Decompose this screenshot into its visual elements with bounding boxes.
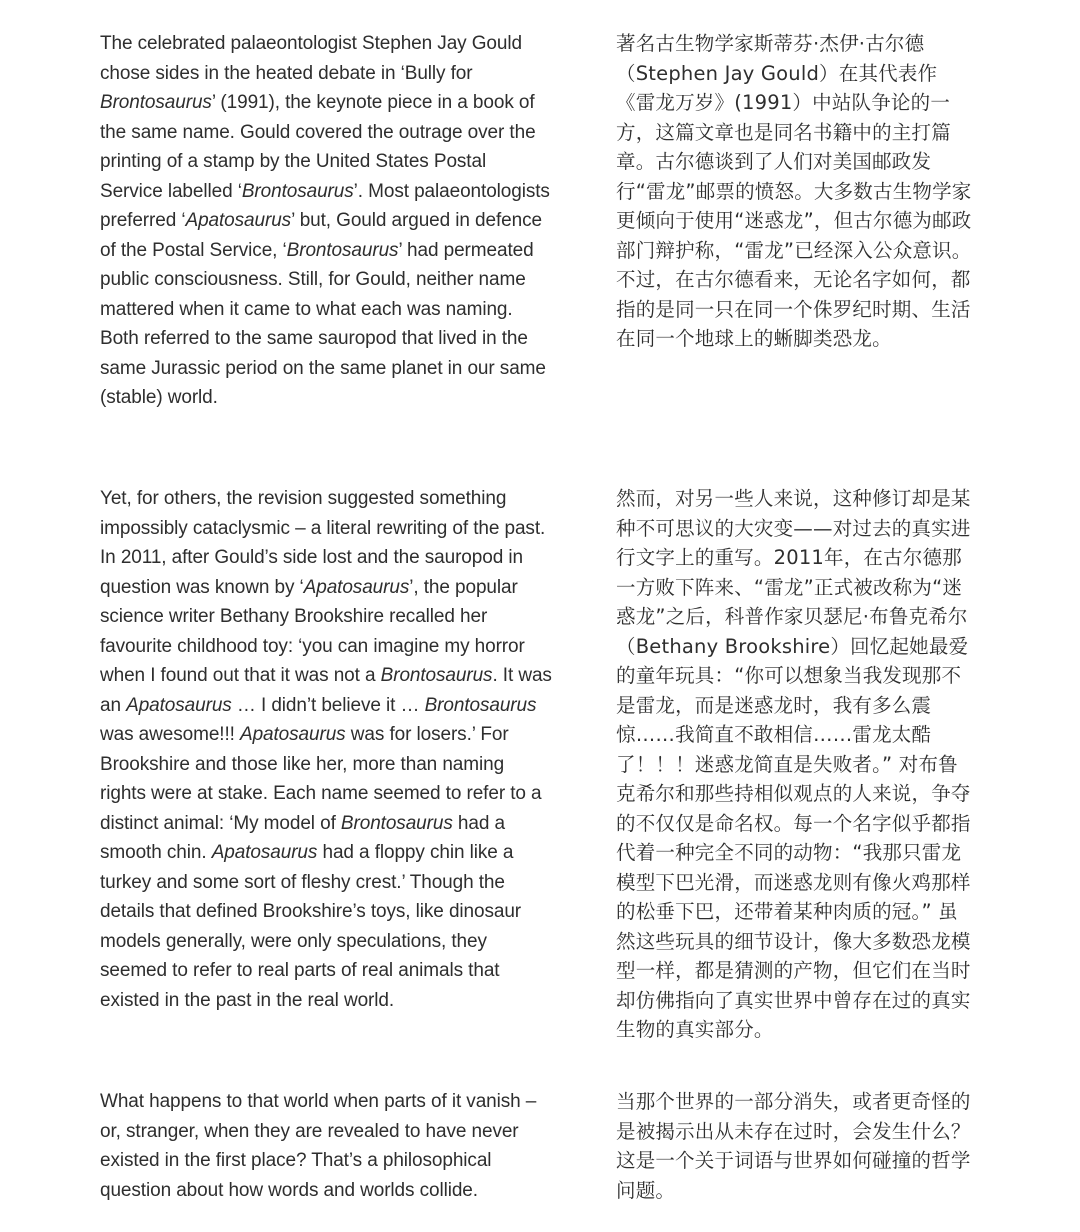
chinese-paragraph-3: 当那个世界的一部分消失，或者更奇怪的是被揭示出从未存在过时，会发生什么？这是一个关于词语与世界如何碰撞的哲学问题。 [616, 1090, 971, 1202]
english-column [100, 484, 552, 1015]
italic-term: Apatosaurus [211, 842, 318, 863]
italic-term: Apatosaurus [126, 694, 232, 716]
text-run: … I didn’t believe it … [231, 694, 425, 716]
chinese-column [616, 29, 974, 354]
english-column [100, 1087, 552, 1205]
text-run: ’ had permeated public consciousness. Still, for Gould, neither name mattered when it came to what each was naming. Both referred to the same sauropod that lived in the same Jurassic period on the same planet in our same (stable) world. [100, 239, 546, 408]
italic-term: Brontosaurus [340, 812, 453, 834]
text-run: Yet, for others, the revision suggested something impossibly cataclysmic – a literal rewriting of the past. In 2011, after Gould’s side lost and the sauropod in question was known by ‘ [100, 488, 546, 598]
chinese-column [616, 1087, 974, 1205]
italic-term: Brontosaurus [100, 92, 212, 113]
italic-term: Brontosaurus [241, 180, 354, 202]
text-run: had a smooth chin. [100, 812, 505, 863]
english-paragraph-3 [100, 1087, 552, 1205]
italic-term: Apatosaurus [240, 724, 346, 745]
text-run: . It was an [100, 665, 552, 716]
chinese-column [616, 484, 974, 1045]
english-column [100, 29, 552, 413]
chinese-paragraph-2: 然而，对另一些人来说，这种修订却是某种不可思议的大灾变——对过去的真实进行文字上的重写。2011年，在古尔德那一方败下阵来、“雷龙”正式被改称为“迷惑龙”之后，科普作家贝瑟尼·布鲁克希尔（Bethany Brookshire）回忆起她最爱的童年玩具：“你可以想象当我发现那不是雷龙，而是迷惑龙时，我有多么震惊……我简直不敢相信……雷龙太酷了！！！迷惑龙简直是失败者。” 对布鲁克希尔和那些持相似观点的人来说，争夺的不仅仅是命名权。每一个名字似乎都指代着一种完全不同的动物：“我那只雷龙模型下巴光滑，而迷惑龙则有像火鸡那样的松垂下巴，还带着某种肉质的冠。” 虽然这些玩具的细节设计，像大多数恐龙模型一样，都是猜测的产物，但它们在当时却仿佛指向了真实世界中曾存在过的真实生物的真实部分。 [616, 487, 971, 1041]
italic-term: Brontosaurus [380, 665, 493, 686]
text-run: was awesome!!! [100, 724, 240, 745]
italic-term: Apatosaurus [185, 210, 292, 231]
text-run: had a floppy chin like a turkey and some sort of fleshy crest.’ Though the details that defined Brookshire’s toys, like dinosaur models generally, were only speculations, they seemed to refer to real parts of real animals that existed in the past in the real world. [100, 842, 522, 1011]
text-run: was for losers.’ For Brookshire and those like her, more than naming rights were at stake. Each name seemed to refer to a distinct animal: ‘My model of [100, 724, 542, 834]
chinese-paragraph-1: 著名古生物学家斯蒂芬·杰伊·古尔德（Stephen Jay Gould）在其代表作《雷龙万岁》(1991）中站队争论的一方，这篇文章也是同名书籍中的主打篇章。古尔德谈到了人们对美国邮政发行“雷龙”邮票的愤怒。大多数古生物学家更倾向于使用“迷惑龙”，但古尔德为邮政部门辩护称，“雷龙”已经深入公众意识。不过，在古尔德看来，无论名字如何，都指的是同一只在同一个侏罗纪时期、生活在同一个地球上的蜥脚类恐龙。 [616, 32, 972, 350]
text-run: What happens to that world when parts of it vanish – or, stranger, when they are revealed to have never existed in the first place? That’s a philosophical question about how words and worlds collide. [100, 1091, 537, 1201]
text-run: ’. Most palaeontologists preferred ‘ [100, 180, 550, 231]
italic-term: Apatosaurus [303, 576, 410, 598]
text-run: ’ but, Gould argued in defence of the Postal Service, ‘ [100, 210, 542, 261]
english-paragraph-2 [100, 484, 552, 1015]
text-run: ’, the popular science writer Bethany Brookshire recalled her favourite childhood toy: ‘you can imagine my horror when I found out that it was not a [100, 576, 525, 686]
text-run: The celebrated palaeontologist Stephen Jay Gould chose sides in the heated debate in ‘Bully for [100, 33, 522, 84]
italic-term: Brontosaurus [424, 694, 537, 716]
english-paragraph-1 [100, 29, 552, 413]
italic-term: Brontosaurus [286, 239, 399, 261]
text-run: ’ (1991), the keynote piece in a book of the same name. Gould covered the outrage over the printing of a stamp by the United States Postal Service labelled ‘ [100, 92, 536, 202]
